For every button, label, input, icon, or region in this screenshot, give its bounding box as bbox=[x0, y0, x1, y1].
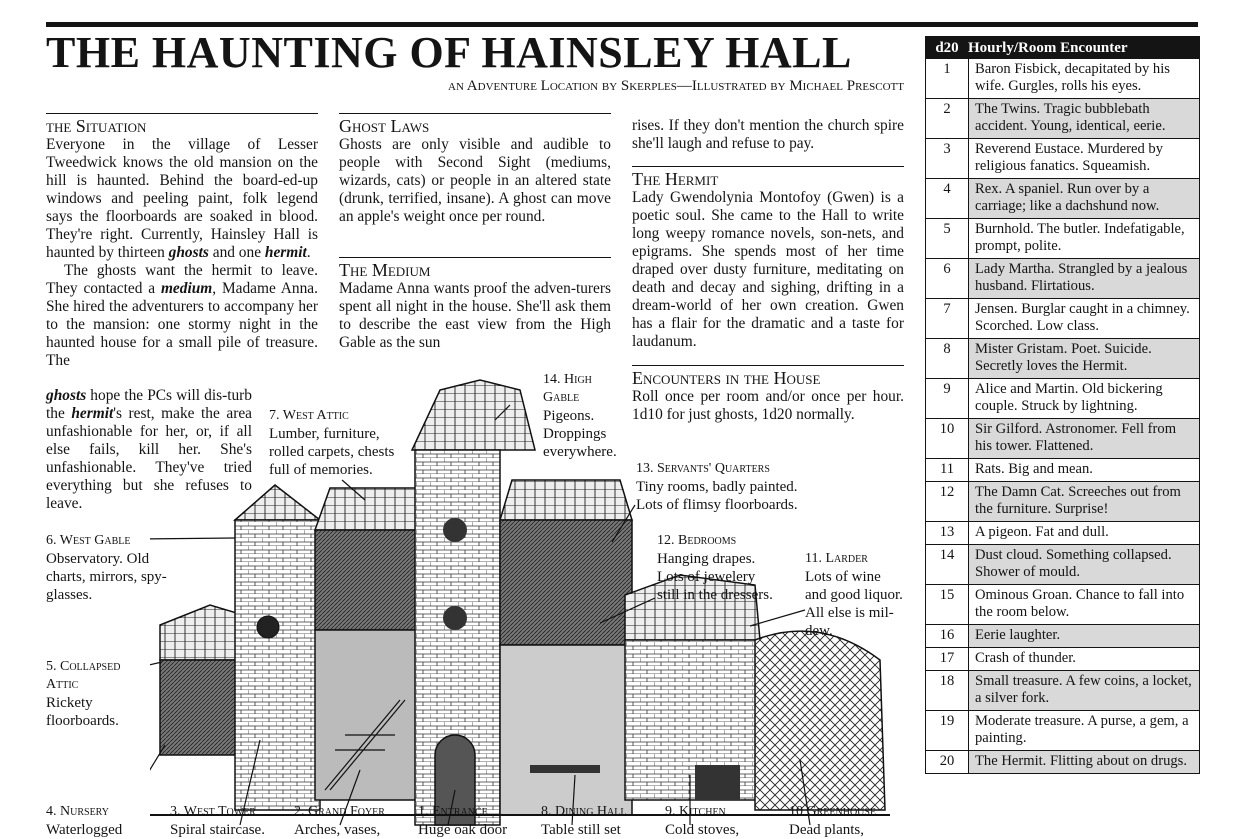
table-row bbox=[926, 379, 1199, 419]
room-label-9: 9. Kitchen Cold stoves, bbox=[665, 804, 740, 838]
dining-table bbox=[530, 765, 600, 773]
encounter-text: Burnhold. The butler. Indefatigable, prompt, polite. bbox=[975, 221, 1185, 254]
roll-number: 8 bbox=[926, 339, 969, 378]
encounter-text: Rex. A spaniel. Run over by a carriage; like a dachshund now. bbox=[969, 179, 1199, 218]
roll-number: 13 bbox=[926, 522, 969, 544]
encounter-text: Rats. Big and mean. bbox=[975, 461, 1093, 477]
medium-section bbox=[339, 257, 611, 352]
ghost-laws-section bbox=[339, 113, 611, 226]
situation-section bbox=[46, 113, 318, 370]
encounters-heading: Encounters in the House bbox=[632, 365, 904, 388]
servants-roof bbox=[500, 480, 632, 520]
high-gable-roof bbox=[412, 380, 535, 450]
table-row bbox=[926, 219, 1199, 259]
room-label-10: 10 Greenhouse Dead plants, bbox=[789, 804, 877, 838]
tower-round-window bbox=[257, 616, 279, 638]
room-label-4: 4. Nursery Waterlogged bbox=[46, 804, 123, 838]
room-label-6: 6. West Gable Observatory. Old charts, mirrors, spy- glasses. bbox=[46, 533, 167, 603]
room-label-14: 14. High Gable Pigeons. Droppings everywhere. bbox=[543, 372, 617, 460]
west-gable-roof bbox=[235, 485, 320, 520]
table-row bbox=[926, 59, 1199, 99]
roll-number: 20 bbox=[926, 751, 969, 773]
roll-number: 12 bbox=[926, 482, 969, 521]
west-tower-wall bbox=[235, 520, 320, 810]
encounter-text: Sir Gilford. Astronomer. Fell from his tower. Flattened. bbox=[969, 419, 1199, 458]
table-row bbox=[926, 259, 1199, 299]
kitchen-stove bbox=[695, 765, 740, 800]
roll-number: 19 bbox=[926, 711, 969, 750]
encounter-text: A pigeon. Fat and dull. bbox=[975, 524, 1109, 540]
encounter-text: Dust cloud. Something collapsed. Shower of mould. bbox=[969, 545, 1199, 584]
roll-number: 18 bbox=[926, 671, 969, 710]
hermit-text: Lady Gwendolynia Montofoy (Gwen) is a poetic soul. She came to the Hall to write long weepy romance novels, son-nets, and epigrams. She spends most of her time draped over dusty furniture, meditating on death and decay and sighing, drifting in a dream-world of her own creation. Gwen has a flair for the dramatic and a taste for laudanum. bbox=[632, 189, 904, 350]
tower-window-2 bbox=[443, 606, 467, 630]
table-row bbox=[926, 419, 1199, 459]
header-d20: d20 bbox=[935, 39, 959, 56]
encounter-table bbox=[925, 36, 1200, 774]
situation-paragraph-2: The ghosts want the hermit to leave. They contacted a medium, Madame Anna. She hired the adventurers to accompany her to the mansion: one stormy night in the haunted house for a small pile of treasure. The bbox=[46, 262, 318, 369]
header-encounter: Hourly/Room Encounter bbox=[968, 39, 1128, 56]
encounter-text: Lady Martha. Strangled by a jealous husband. Flirtatious. bbox=[969, 259, 1199, 298]
table-row bbox=[926, 751, 1199, 774]
west-attic-roof bbox=[315, 488, 430, 530]
roll-number: 3 bbox=[926, 139, 969, 178]
roll-number: 5 bbox=[926, 219, 969, 258]
room-label-11: 11. Larder Lots of wine and good liquor. All else is mil- dew. bbox=[805, 551, 903, 639]
bedrooms-room bbox=[500, 520, 632, 645]
hermit-section bbox=[632, 166, 904, 351]
roll-number: 14 bbox=[926, 545, 969, 584]
situation-paragraph-2-cont: ghosts hope the PCs will dis-turb the hermit's rest, make the area unfashionable for her, or, if all else fails, kill her. She's unfashionable. They've tried everything but she refuses to leave. bbox=[46, 387, 252, 512]
encounter-text: Baron Fisbick, decapitated by his wife. Gurgles, rolls his eyes. bbox=[975, 61, 1170, 94]
table-row bbox=[926, 99, 1199, 139]
roll-number: 7 bbox=[926, 299, 969, 338]
encounter-rows bbox=[926, 59, 1199, 774]
encounter-text: The Hermit. Flitting about on drugs. bbox=[969, 751, 1199, 773]
hermit-heading: The Hermit bbox=[632, 166, 904, 189]
table-row bbox=[926, 522, 1199, 545]
roll-number: 6 bbox=[926, 259, 969, 298]
roll-number: 4 bbox=[926, 179, 969, 218]
encounter-text: Eerie laughter. bbox=[969, 625, 1199, 647]
room-label-2: 2. Grand Foyer Arches, vases, bbox=[294, 804, 385, 838]
table-row bbox=[926, 545, 1199, 585]
room-label-5: 5. Collapsed Attic Rickety floorboards. bbox=[46, 659, 121, 729]
encounter-text: Alice and Martin. Old bickering couple. Struck by lightning. bbox=[975, 381, 1163, 414]
table-row bbox=[926, 459, 1199, 482]
encounter-text: The Twins. Tragic bubblebath accident. Young, identical, eerie. bbox=[969, 99, 1199, 138]
west-attic-room bbox=[315, 530, 420, 630]
roll-number: 11 bbox=[926, 459, 969, 481]
medium-heading: The Medium bbox=[339, 257, 611, 280]
table-row bbox=[926, 625, 1199, 648]
table-row bbox=[926, 482, 1199, 522]
room-label-7: 7. West Attic Lumber, furniture, rolled carpets, chests full of memories. bbox=[269, 408, 395, 478]
encounter-text: Crash of thunder. bbox=[975, 650, 1076, 666]
table-row bbox=[926, 339, 1199, 379]
roll-number: 15 bbox=[926, 585, 969, 624]
ghost-laws-heading: Ghost Laws bbox=[339, 113, 611, 136]
ghost-laws-text: Ghosts are only visible and audible to people with Second Sight (mediums, wizards, cats) or people in an altered state (drunk, terrified, insane). A ghost can move an apple's weight once per round. bbox=[339, 136, 611, 225]
room-label-8: 8. Dining Hall Table still set bbox=[541, 804, 627, 838]
encounter-text: The Damn Cat. Screeches out from the furniture. Surprise! bbox=[969, 482, 1199, 521]
room-label-1: 1. Entrance Huge oak door bbox=[418, 804, 508, 838]
room-label-3: 3. West Tower Spiral staircase. bbox=[170, 804, 265, 838]
encounter-table-header bbox=[926, 37, 1199, 59]
tower-window-1 bbox=[443, 518, 467, 542]
roll-number: 17 bbox=[926, 648, 969, 670]
encounter-text: Reverend Eustace. Murdered by religious fanatics. Squeamish. bbox=[975, 141, 1164, 174]
mansion-illustration bbox=[150, 370, 890, 833]
encounter-text: Ominous Groan. Chance to fall into the room below. bbox=[975, 587, 1185, 620]
table-row bbox=[926, 299, 1199, 339]
page-title: THE HAUNTING OF HAINSLEY HALL bbox=[46, 28, 852, 77]
encounter-text: Moderate treasure. A purse, a gem, a painting. bbox=[975, 713, 1189, 746]
table-row bbox=[926, 671, 1199, 711]
roll-number: 2 bbox=[926, 99, 969, 138]
encounter-text: Jensen. Burglar caught in a chimney. Scorched. Low class. bbox=[975, 301, 1190, 334]
greenhouse-dome bbox=[755, 631, 885, 810]
table-row bbox=[926, 179, 1199, 219]
roll-number: 1 bbox=[926, 59, 969, 98]
grand-foyer-room bbox=[315, 630, 420, 800]
dining-hall-room bbox=[500, 645, 632, 815]
encounter-text: Small treasure. A few coins, a locket, a silver fork. bbox=[969, 671, 1199, 710]
roll-number: 9 bbox=[926, 379, 969, 418]
medium-text: Madame Anna wants proof the adven-turers spent all night in the house. She'll ask them to describe the east view from the High Gable as the sun bbox=[339, 280, 611, 351]
roll-number: 16 bbox=[926, 625, 969, 647]
table-row bbox=[926, 648, 1199, 671]
table-row bbox=[926, 585, 1199, 625]
situation-heading: the Situation bbox=[46, 113, 318, 136]
room-label-12: 12. Bedrooms Hanging drapes. Lots of jewelery still in the dressers. bbox=[657, 533, 773, 603]
encounters-text: Roll once per room and/or once per hour. 1d10 for just ghosts, 1d20 normally. bbox=[632, 388, 904, 423]
encounter-text: Mister Gristam. Poet. Suicide. Secretly loves the Hermit. bbox=[969, 339, 1199, 378]
table-row bbox=[926, 711, 1199, 751]
medium-continued bbox=[632, 117, 904, 153]
top-rule bbox=[46, 22, 1198, 27]
situation-paragraph-1: Everyone in the village of Lesser Tweedwick knows the old mansion on the hill is haunted. Behind the board-ed-up windows and peeling paint, folk legend says the floorboards are soaked in blood. They're right. Currently, Hainsley Hall is haunted by thirteen ghosts and one hermit. bbox=[46, 136, 318, 261]
medium-text-cont: rises. If they don't mention the church spire she'll laugh and refuse to pay. bbox=[632, 117, 904, 152]
byline: an Adventure Location by Skerples—Illustrated by Michael Prescott bbox=[448, 78, 904, 94]
room-label-13: 13. Servants' Quarters Tiny rooms, badly painted. Lots of flimsy floorboards. bbox=[636, 461, 798, 513]
table-row bbox=[926, 139, 1199, 179]
roll-number: 10 bbox=[926, 419, 969, 458]
